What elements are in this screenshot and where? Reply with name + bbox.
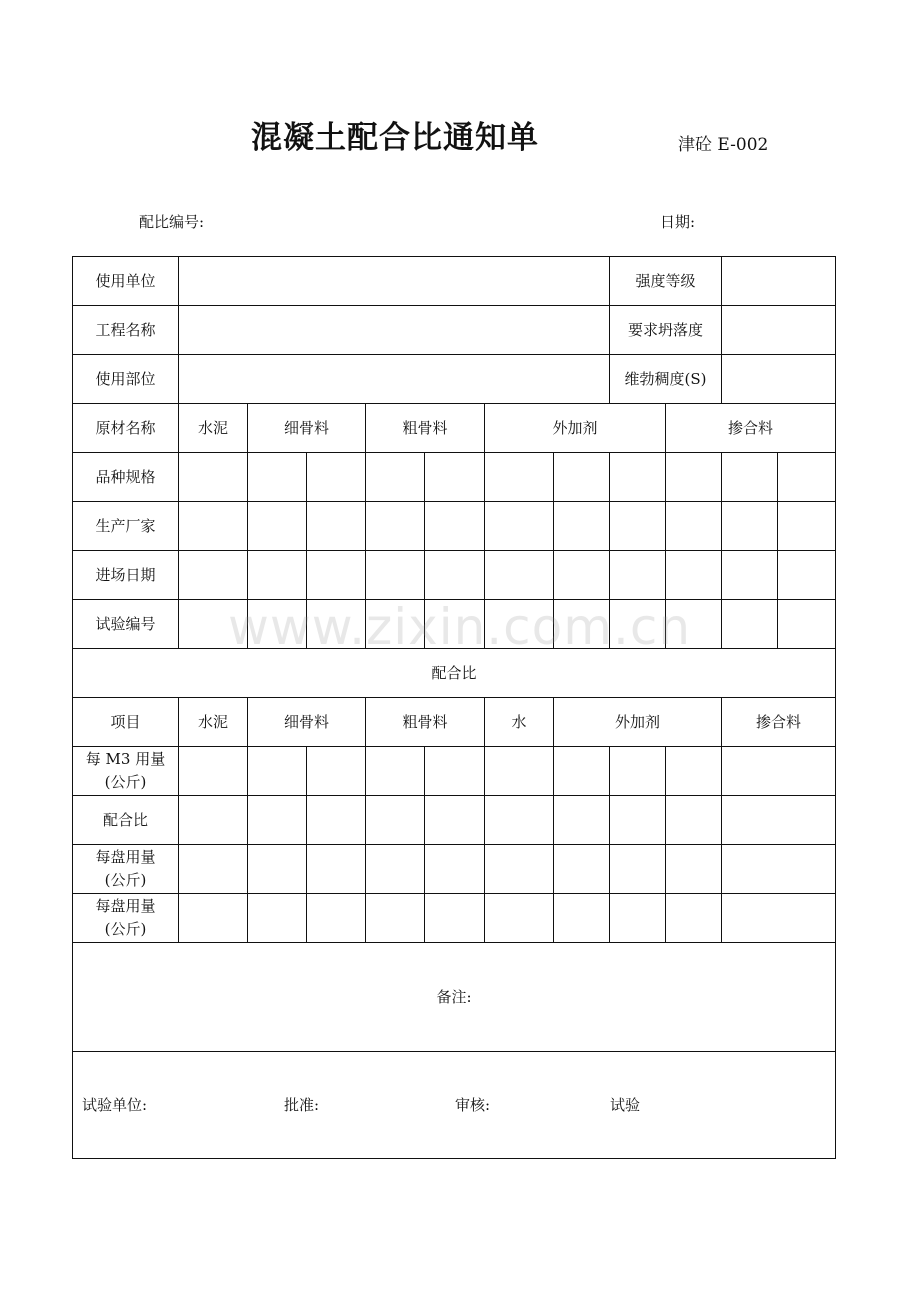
material-entry-cell[interactable]	[610, 600, 666, 649]
material-entry-cell[interactable]	[366, 551, 425, 600]
table-row	[73, 845, 836, 894]
tester-label: 试验	[610, 1095, 641, 1114]
material-row-label: 生产厂家	[73, 502, 179, 551]
mix-entry-cell[interactable]	[179, 845, 248, 894]
mix-entry-cell[interactable]	[485, 894, 554, 943]
material-entry-cell[interactable]	[722, 551, 778, 600]
table-row	[73, 894, 836, 943]
cement-header: 水泥	[179, 698, 248, 747]
material-entry-cell[interactable]	[425, 551, 485, 600]
material-entry-cell[interactable]	[248, 453, 307, 502]
mix-entry-cell[interactable]	[307, 894, 366, 943]
mix-entry-cell[interactable]	[610, 894, 666, 943]
mix-row-label: 每盘用量 (公斤)	[73, 845, 179, 894]
material-entry-cell[interactable]	[425, 453, 485, 502]
table-row	[73, 502, 836, 551]
table-row	[73, 600, 836, 649]
material-entry-cell[interactable]	[425, 600, 485, 649]
material-name-header: 原材名称	[73, 404, 179, 453]
material-entry-cell[interactable]	[179, 502, 248, 551]
material-entry-cell[interactable]	[778, 453, 836, 502]
material-entry-cell[interactable]	[485, 453, 554, 502]
fine-aggregate-header: 细骨料	[248, 698, 366, 747]
mix-entry-cell[interactable]	[666, 845, 722, 894]
material-row-label: 品种规格	[73, 453, 179, 502]
material-entry-cell[interactable]	[778, 551, 836, 600]
material-entry-cell[interactable]	[722, 502, 778, 551]
mix-row-label: 每盘用量 (公斤)	[73, 894, 179, 943]
mix-section-title: 配合比	[73, 649, 836, 698]
use-unit-label: 使用单位	[73, 257, 179, 306]
material-entry-cell[interactable]	[554, 551, 610, 600]
material-entry-cell[interactable]	[722, 600, 778, 649]
water-header: 水	[485, 698, 554, 747]
material-entry-cell[interactable]	[666, 600, 722, 649]
material-row-label: 进场日期	[73, 551, 179, 600]
mix-entry-cell[interactable]	[425, 747, 485, 796]
material-entry-cell[interactable]	[179, 600, 248, 649]
mix-entry-cell[interactable]	[179, 747, 248, 796]
material-row-label: 试验编号	[73, 600, 179, 649]
material-entry-cell[interactable]	[778, 600, 836, 649]
review-label: 审核:	[455, 1095, 491, 1114]
mix-entry-cell[interactable]	[179, 894, 248, 943]
material-entry-cell[interactable]	[307, 502, 366, 551]
cement-header: 水泥	[179, 404, 248, 453]
mix-entry-cell[interactable]	[554, 894, 610, 943]
material-entry-cell[interactable]	[778, 502, 836, 551]
material-entry-cell[interactable]	[666, 453, 722, 502]
mix-entry-cell[interactable]	[366, 894, 425, 943]
mix-entry-cell[interactable]	[307, 796, 366, 845]
mix-entry-cell[interactable]	[425, 845, 485, 894]
mix-entry-cell[interactable]	[554, 747, 610, 796]
material-entry-cell[interactable]	[666, 551, 722, 600]
material-entry-cell[interactable]	[425, 502, 485, 551]
form-code: 津砼 E-002	[678, 135, 769, 155]
table-row	[73, 453, 836, 502]
mix-entry-cell[interactable]	[610, 845, 666, 894]
material-entry-cell[interactable]	[554, 502, 610, 551]
mix-row-label: 配合比	[73, 796, 179, 845]
use-part-label: 使用部位	[73, 355, 179, 404]
mix-entry-cell[interactable]	[425, 894, 485, 943]
admixture-header: 外加剂	[554, 698, 722, 747]
mix-entry-cell[interactable]	[554, 796, 610, 845]
remarks-field[interactable]	[73, 943, 836, 1052]
material-entry-cell[interactable]	[485, 502, 554, 551]
material-entry-cell[interactable]	[666, 502, 722, 551]
material-entry-cell[interactable]	[722, 453, 778, 502]
vebe-value[interactable]	[722, 355, 836, 404]
document-title: 混凝土配合比通知单	[251, 120, 539, 156]
material-entry-cell[interactable]	[366, 453, 425, 502]
material-entry-cell[interactable]	[248, 551, 307, 600]
coarse-aggregate-header: 粗骨料	[366, 404, 485, 453]
mix-entry-cell[interactable]	[722, 796, 836, 845]
mix-entry-cell[interactable]	[722, 747, 836, 796]
item-header: 项目	[73, 698, 179, 747]
mix-entry-cell[interactable]	[666, 894, 722, 943]
mix-entry-cell[interactable]	[666, 796, 722, 845]
mix-entry-cell[interactable]	[485, 796, 554, 845]
table-row	[73, 796, 836, 845]
material-entry-cell[interactable]	[485, 600, 554, 649]
material-entry-cell[interactable]	[485, 551, 554, 600]
material-entry-cell[interactable]	[554, 453, 610, 502]
strength-grade-value[interactable]	[722, 257, 836, 306]
material-entry-cell[interactable]	[307, 551, 366, 600]
signature-row	[73, 1052, 836, 1159]
fine-aggregate-header: 细骨料	[248, 404, 366, 453]
material-entry-cell[interactable]	[307, 600, 366, 649]
material-entry-cell[interactable]	[610, 551, 666, 600]
slump-value[interactable]	[722, 306, 836, 355]
table-row	[73, 551, 836, 600]
use-part-value[interactable]	[179, 355, 610, 404]
material-entry-cell[interactable]	[366, 600, 425, 649]
mix-number-label: 配比编号:	[139, 213, 205, 231]
mix-entry-cell[interactable]	[307, 747, 366, 796]
coarse-aggregate-header: 粗骨料	[366, 698, 485, 747]
project-name-label: 工程名称	[73, 306, 179, 355]
mix-entry-cell[interactable]	[610, 796, 666, 845]
material-entry-cell[interactable]	[179, 551, 248, 600]
mix-entry-cell[interactable]	[366, 845, 425, 894]
mix-entry-cell[interactable]	[722, 845, 836, 894]
mix-entry-cell[interactable]	[307, 845, 366, 894]
strength-grade-label: 强度等级	[610, 257, 722, 306]
material-entry-cell[interactable]	[554, 600, 610, 649]
mix-entry-cell[interactable]	[248, 796, 307, 845]
mix-entry-cell[interactable]	[248, 747, 307, 796]
mix-entry-cell[interactable]	[248, 894, 307, 943]
mix-proportion-form	[72, 256, 836, 1159]
mix-entry-cell[interactable]	[554, 845, 610, 894]
project-name-value[interactable]	[179, 306, 610, 355]
material-entry-cell[interactable]	[179, 453, 248, 502]
mix-entry-cell[interactable]	[425, 796, 485, 845]
mix-row-label: 每 M3 用量 (公斤)	[73, 747, 179, 796]
mix-entry-cell[interactable]	[248, 845, 307, 894]
table-row	[73, 747, 836, 796]
mix-entry-cell[interactable]	[485, 747, 554, 796]
admixture-header: 外加剂	[485, 404, 666, 453]
mix-entry-cell[interactable]	[722, 894, 836, 943]
mix-entry-cell[interactable]	[610, 747, 666, 796]
mix-entry-cell[interactable]	[366, 747, 425, 796]
vebe-label: 维勃稠度(S)	[610, 355, 722, 404]
slump-label: 要求坍落度	[610, 306, 722, 355]
mix-entry-cell[interactable]	[366, 796, 425, 845]
use-unit-value[interactable]	[179, 257, 610, 306]
watermark: www.zixin.com.cn	[228, 598, 692, 656]
material-entry-cell[interactable]	[610, 453, 666, 502]
material-entry-cell[interactable]	[248, 600, 307, 649]
mix-entry-cell[interactable]	[179, 796, 248, 845]
material-entry-cell[interactable]	[248, 502, 307, 551]
test-unit-label: 试验单位:	[82, 1095, 148, 1114]
material-entry-cell[interactable]	[610, 502, 666, 551]
material-entry-cell[interactable]	[366, 502, 425, 551]
mix-entry-cell[interactable]	[485, 845, 554, 894]
material-entry-cell[interactable]	[307, 453, 366, 502]
approve-label: 批准:	[284, 1095, 320, 1114]
mineral-admixture-header: 掺合料	[666, 404, 836, 453]
mineral-admixture-header: 掺合料	[722, 698, 836, 747]
date-label: 日期:	[660, 213, 696, 231]
remarks-label: 备注:	[436, 987, 472, 1006]
mix-entry-cell[interactable]	[666, 747, 722, 796]
